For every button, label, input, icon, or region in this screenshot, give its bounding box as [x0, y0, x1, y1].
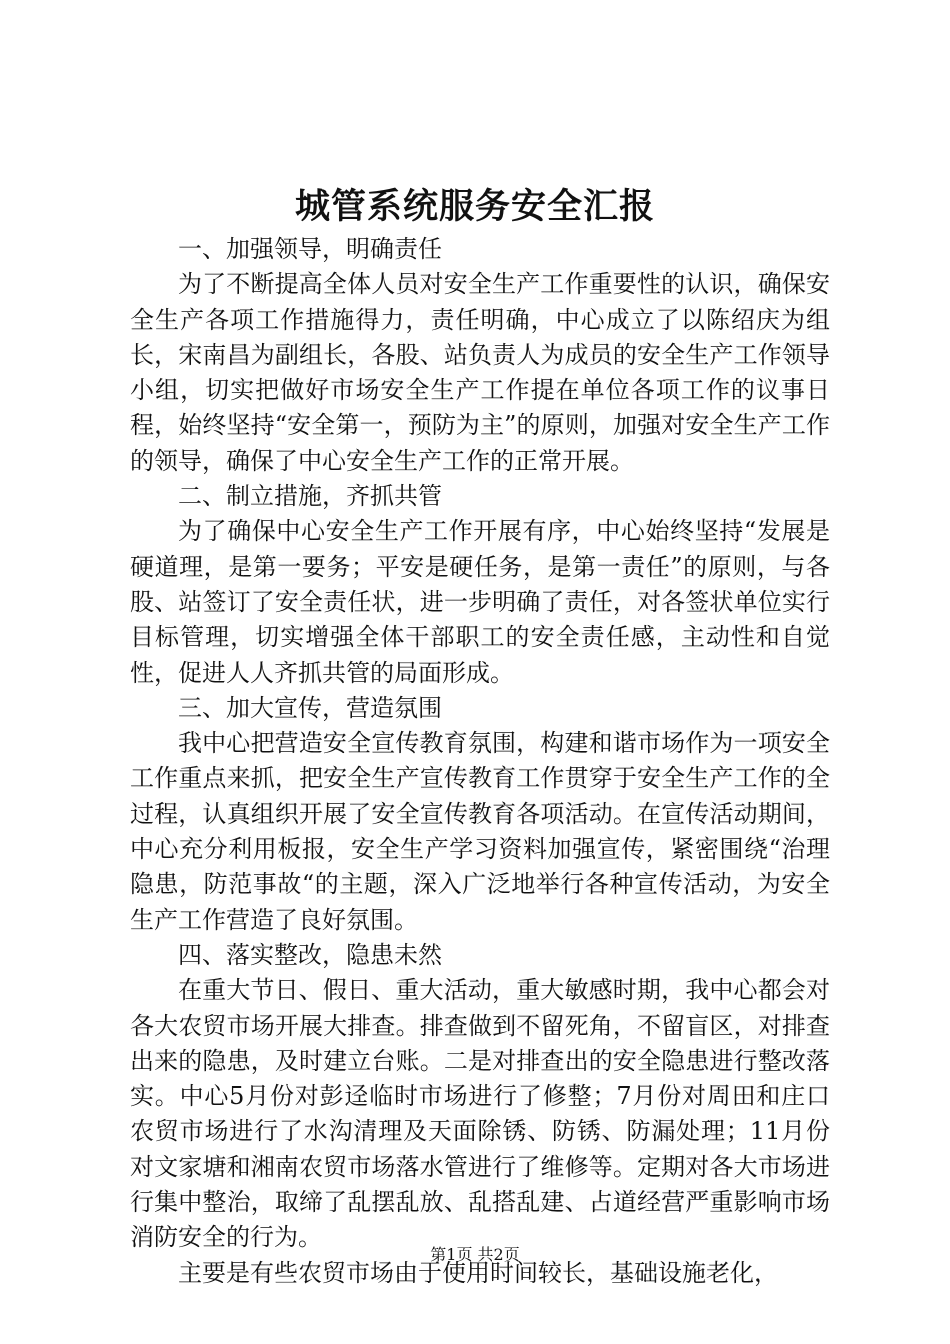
- page-footer: 第1页 共2页: [430, 1245, 520, 1264]
- section-heading-2: 二、制立措施，齐抓共管: [178, 482, 442, 511]
- trailing-paragraph: 主要是有些农贸市场由于使用时间较长，基础设施老化，: [178, 1258, 778, 1287]
- section-paragraph-3: 我中心把营造安全宣传教育氛围，构建和谐市场作为一项安全工作重点来抓，把安全生产宣传教育工作贯穿于安全生产工作的全过程，认真组织开展了安全宣传教育各项活动。在宣传活动期间，中心充分利用板报，安全生产学习资料加强宣传，紧密围绕“治理隐患，防范事故“的主题，深入广泛地举行各种宣传活动，为安全生产工作营造了良好氛围。: [130, 729, 830, 934]
- section-paragraph-4: 在重大节日、假日、重大活动，重大敏感时期，我中心都会对各大农贸市场开展大排查。排查做到不留死角，不留盲区，对排查出来的隐患，及时建立台账。二是对排查出的安全隐患进行整改落实。中心5月份对彭迳临时市场进行了修整；7月份对周田和庄口农贸市场进行了水沟清理及天面除锈、防锈、防漏处理；11月份对文家塘和湘南农贸市场落水管进行了维修等。定期对各大市场进行集中整治，取缔了乱摆乱放、乱搭乱建、占道经营严重影响市场消防安全的行为。: [130, 976, 830, 1252]
- section-paragraph-1: 为了不断提高全体人员对安全生产工作重要性的认识，确保安全生产各项工作措施得力，责任明确，中心成立了以陈绍庆为组长，宋南昌为副组长，各股、站负责人为成员的安全生产工作领导小组，切实把做好市场安全生产工作提在单位各项工作的议事日程，始终坚持“安全第一，预防为主”的原则，加强对安全生产工作的领导，确保了中心安全生产工作的正常开展。: [130, 270, 830, 475]
- section-heading-1: 一、加强领导，明确责任: [178, 235, 442, 263]
- section-paragraph-2: 为了确保中心安全生产工作开展有序，中心始终坚持“发展是硬道理，是第一要务；平安是硬任务，是第一责任”的原则，与各股、站签订了安全责任状，进一步明确了责任，对各签状单位实行目标管理，切实增强全体干部职工的安全责任感，主动性和自觉性，促进人人齐抓共管的局面形成。: [130, 517, 830, 687]
- document-body: [130, 232, 830, 1291]
- document-title: 城管系统服务安全汇报: [294, 186, 655, 227]
- section-heading-4: 四、落实整改，隐患未然: [178, 940, 442, 969]
- section-heading-3: 三、加大宣传，营造氛围: [178, 693, 442, 722]
